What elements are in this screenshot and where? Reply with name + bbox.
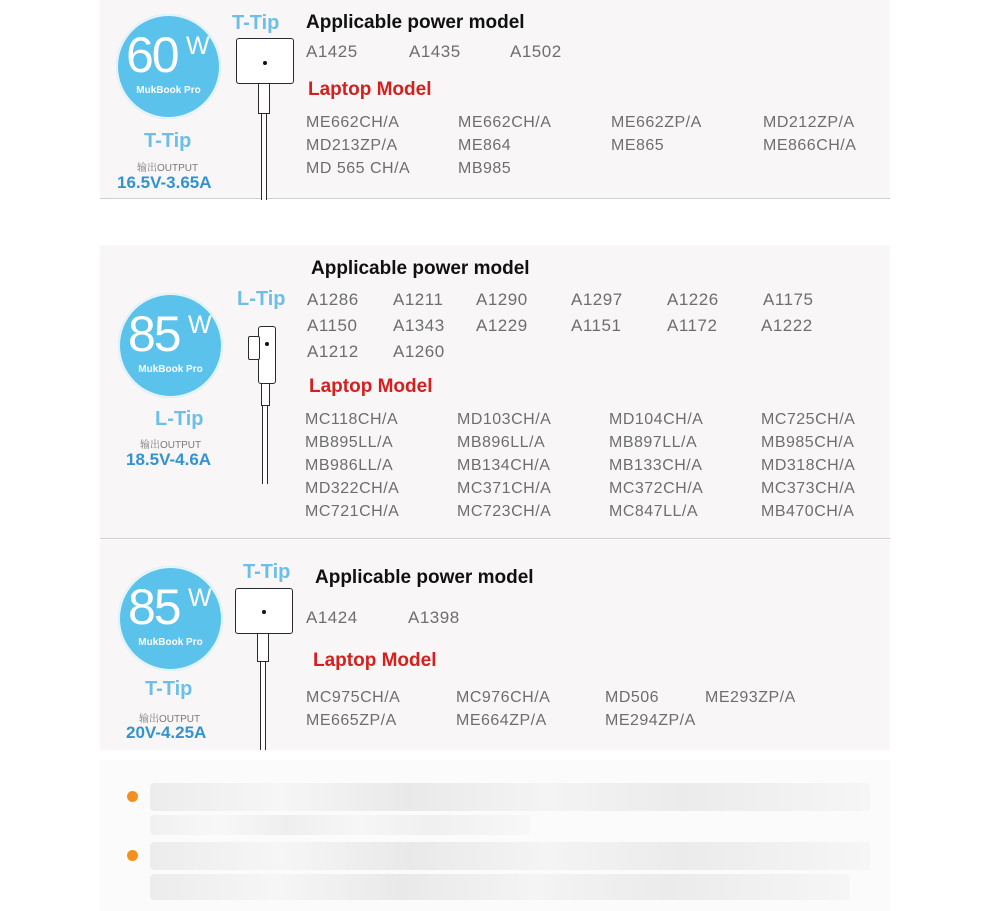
connector-tip-label: L-Tip [237, 288, 286, 310]
power-model-item: A1211 [393, 290, 444, 309]
laptop-model-item: MD103CH/A [457, 411, 552, 428]
laptop-model-item: MC371CH/A [457, 480, 552, 497]
laptop-model-item: MB133CH/A [609, 457, 703, 474]
connector-tip-label: T-Tip [243, 561, 291, 583]
laptop-model-item: MB985 [458, 160, 512, 177]
laptop-model-item: ME662ZP/A [611, 114, 702, 131]
laptop-model-heading: Laptop Model [308, 79, 432, 100]
laptop-model-item: MD322CH/A [305, 480, 400, 497]
laptop-model-item: MD506 [605, 689, 660, 706]
brand-label: MukBook Pro [138, 637, 203, 648]
tip-type-label: T-Tip [145, 678, 193, 700]
laptop-model-item: MD 565 CH/A [306, 160, 411, 177]
watt-unit: W [186, 32, 210, 60]
laptop-model-item: MB895LL/A [305, 434, 394, 451]
output-label: 输出OUTPUT [139, 714, 201, 725]
section-divider [100, 198, 890, 199]
laptop-model-item: ME665ZP/A [306, 712, 397, 729]
laptop-model-item: MD318CH/A [761, 457, 856, 474]
power-model-item: A1150 [307, 316, 358, 335]
laptop-model-item: ME866CH/A [763, 137, 857, 154]
laptop-model-item: MB897LL/A [609, 434, 698, 451]
laptop-model-item: ME662CH/A [306, 114, 400, 131]
output-label: 输出OUTPUT [140, 440, 202, 451]
laptop-model-item: MC721CH/A [305, 503, 400, 520]
laptop-model-item: MD104CH/A [609, 411, 704, 428]
laptop-model-item: MB470CH/A [761, 503, 855, 520]
power-model-item: A1212 [307, 342, 359, 361]
power-model-item: A1435 [409, 42, 461, 61]
output-voltage: 20V-4.25A [126, 723, 207, 742]
laptop-model-item: MC975CH/A [306, 689, 401, 706]
laptop-model-heading: Laptop Model [313, 650, 437, 671]
laptop-model-item: MC373CH/A [761, 480, 856, 497]
laptop-model-item: ME664ZP/A [456, 712, 547, 729]
output-label: 输出OUTPUT [137, 163, 199, 174]
output-voltage: 18.5V-4.6A [126, 450, 212, 469]
brand-label: MukBook Pro [138, 364, 203, 375]
laptop-model-item: MC372CH/A [609, 480, 704, 497]
power-model-item: A1175 [763, 290, 814, 309]
output-voltage: 16.5V-3.65A [117, 173, 212, 192]
blurred-note-line [150, 783, 870, 811]
power-model-item: A1398 [408, 608, 460, 627]
power-model-item: A1425 [306, 42, 358, 61]
power-model-item: A1343 [393, 316, 445, 335]
tip-type-label: T-Tip [144, 130, 192, 152]
power-model-item: A1286 [307, 290, 359, 309]
watt-unit: W [188, 311, 212, 339]
laptop-model-item: MC847LL/A [609, 503, 698, 520]
connector-tip-label: T-Tip [232, 12, 280, 34]
wattage-badge [116, 14, 221, 119]
laptop-model-item: ME662CH/A [458, 114, 552, 131]
bullet-icon [127, 791, 138, 802]
power-model-item: A1290 [476, 290, 528, 309]
brand-label: MukBook Pro [136, 85, 201, 96]
watt-number: 85 [128, 579, 180, 635]
watt-unit: W [188, 584, 212, 612]
laptop-model-item: MC723CH/A [457, 503, 552, 520]
wattage-badge [118, 566, 223, 671]
laptop-model-item: ME293ZP/A [705, 689, 796, 706]
blurred-note-line [150, 815, 530, 835]
power-model-item: A1297 [571, 290, 623, 309]
laptop-model-item: MC976CH/A [456, 689, 551, 706]
power-model-item: A1222 [761, 316, 813, 335]
tip-type-label: L-Tip [155, 408, 204, 430]
power-model-item: A1229 [476, 316, 528, 335]
wattage-badge [118, 293, 223, 398]
power-model-heading: Applicable power model [311, 258, 530, 279]
laptop-model-item: MB134CH/A [457, 457, 551, 474]
power-model-item: A1424 [306, 608, 358, 627]
section-divider [100, 538, 890, 539]
power-model-item: A1151 [571, 316, 622, 335]
blurred-note-line [150, 874, 850, 900]
watt-number: 60 [126, 27, 178, 83]
laptop-model-item: MB986LL/A [305, 457, 394, 474]
laptop-model-heading: Laptop Model [309, 376, 433, 397]
bullet-icon [127, 850, 138, 861]
power-model-item: A1502 [510, 42, 562, 61]
watt-number: 85 [128, 306, 180, 362]
laptop-model-item: MB985CH/A [761, 434, 855, 451]
laptop-model-item: MC725CH/A [761, 411, 856, 428]
power-model-heading: Applicable power model [306, 12, 525, 33]
laptop-model-item: MD212ZP/A [763, 114, 855, 131]
laptop-model-item: ME294ZP/A [605, 712, 696, 729]
laptop-model-item: MC118CH/A [305, 411, 399, 428]
power-model-item: A1260 [393, 342, 445, 361]
blurred-note-line [150, 842, 870, 870]
power-model-item: A1226 [667, 290, 719, 309]
laptop-model-item: ME865 [611, 137, 665, 154]
laptop-model-item: MD213ZP/A [306, 137, 398, 154]
power-model-heading: Applicable power model [315, 567, 534, 588]
laptop-model-item: ME864 [458, 137, 512, 154]
power-model-item: A1172 [667, 316, 718, 335]
laptop-model-item: MB896LL/A [457, 434, 546, 451]
